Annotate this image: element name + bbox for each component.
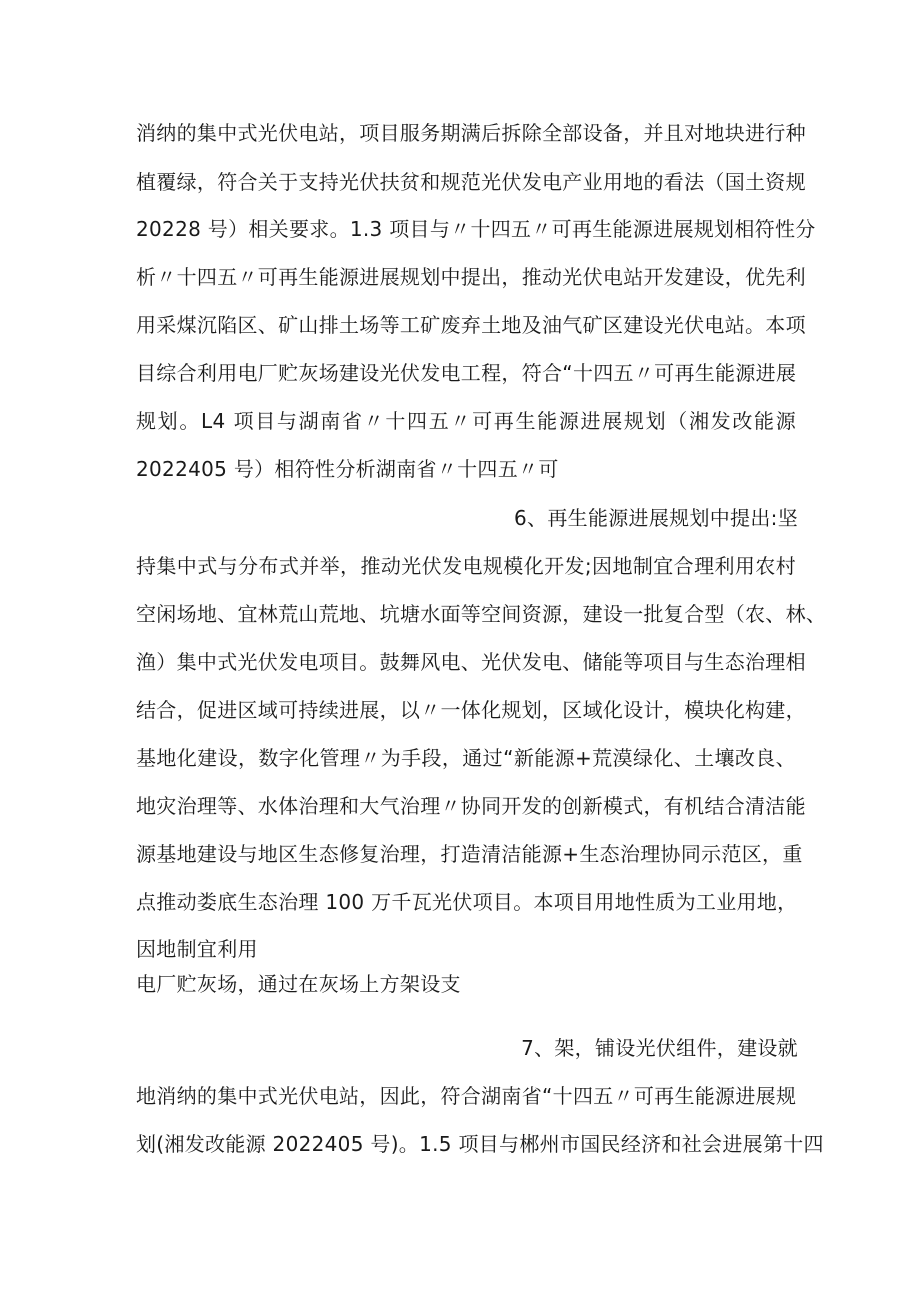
paragraph-line: 消纳的集中式光伏电站，项目服务期满后拆除全部设备，并且对地块进行种	[136, 121, 806, 145]
paragraph-line: 地灾治理等、水体治理和大气治理〃协同开发的创新模式，有机结合清洁能	[136, 794, 806, 818]
paragraph-line: 点推动娄底生态治理 100 万千瓦光伏项目。本项目用地性质为工业用地，	[136, 890, 798, 914]
paragraph-line: 基地化建设，数字化管理〃为手段，通过“新能源+荒漠绿化、土壤改良、	[136, 746, 796, 770]
paragraph-line: 20228 号）相关要求。1.3 项目与〃十四五〃可再生能源进展规划相符性分	[136, 217, 816, 241]
paragraph-line: 结合，促进区域可持续进展，以〃一体化规划，区域化设计，模块化构建，	[136, 698, 806, 722]
paragraph-line: 地消纳的集中式光伏电站，因此，符合湖南省“十四五〃可再生能源进展规	[136, 1084, 797, 1108]
paragraph-line: 析〃十四五〃可再生能源进展规划中提出，推动光伏电站开发建设，优先利	[136, 265, 806, 289]
paragraph-line: 源基地建设与地区生态修复治理，打造清洁能源+生态治理协同示范区，重	[136, 842, 803, 866]
paragraph-line: 持集中式与分布式并举，推动光伏发电规模化开发;因地制宜合理利用农村	[136, 554, 796, 578]
paragraph-line: 渔）集中式光伏发电项目。鼓舞风电、光伏发电、储能等项目与生态治理相	[136, 650, 806, 674]
paragraph-line: 电厂贮灰场，通过在灰场上方架设支	[136, 972, 461, 996]
paragraph-line: 规划。L4 项目与湖南省〃十四五〃可再生能源进展规划（湘发改能源	[136, 409, 796, 433]
paragraph-line: 2022405 号）相符性分析湖南省〃十四五〃可	[136, 457, 559, 481]
paragraph-line: 空闲场地、宜林荒山荒地、坑塘水面等空间资源，建设一批复合型（农、林、	[136, 602, 827, 626]
numbered-heading-line: 6、再生能源进展规划中提出:坚	[514, 506, 798, 530]
paragraph-line: 划(湘发改能源 2022405 号)。1.5 项目与郴州市国民经济和社会进展第十四	[136, 1132, 824, 1156]
paragraph-line: 目综合利用电厂贮灰场建设光伏发电工程，符合“十四五〃可再生能源进展	[136, 361, 797, 385]
paragraph-line: 植覆绿，符合关于支持光伏扶贫和规范光伏发电产业用地的看法（国土资规	[136, 170, 806, 194]
paragraph-line: 因地制宜利用	[136, 937, 258, 961]
numbered-heading-line: 7、架，铺设光伏组件，建设就	[521, 1036, 798, 1060]
paragraph-line: 用采煤沉陷区、矿山排土场等工矿废弃土地及油气矿区建设光伏电站。本项	[136, 313, 806, 337]
